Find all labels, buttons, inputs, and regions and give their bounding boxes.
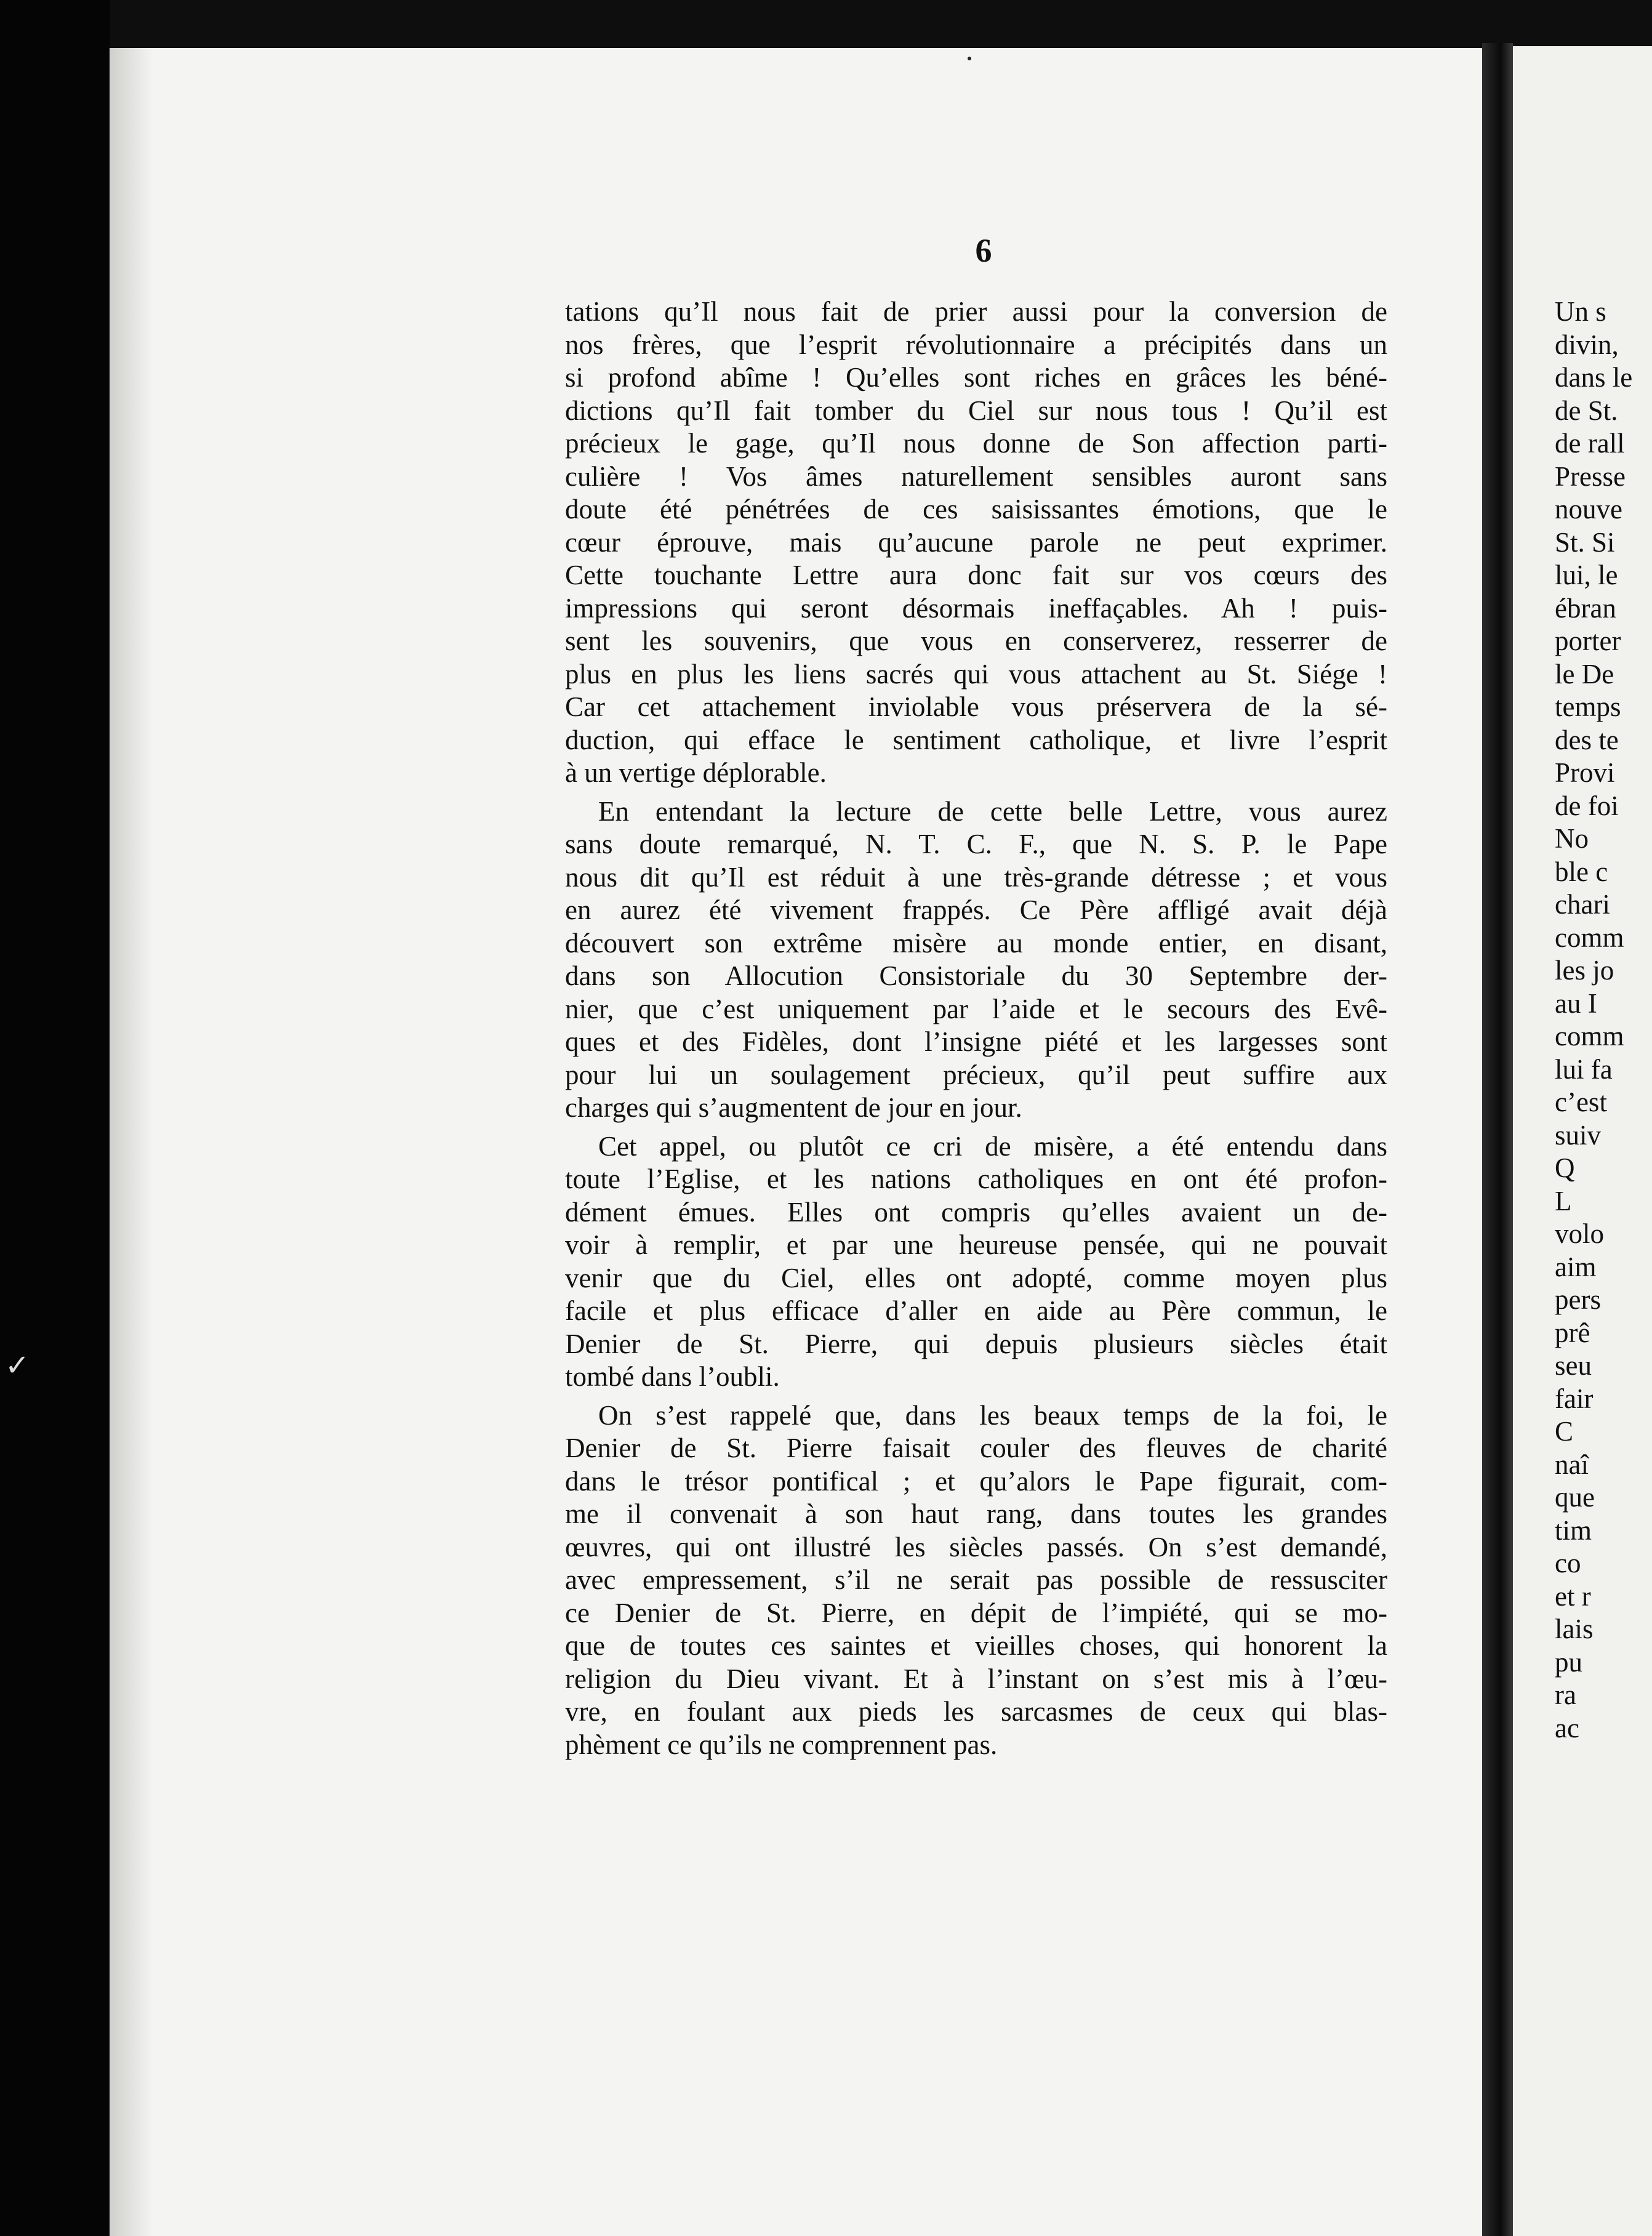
text-line: phèment ce qu’ils ne comprennent pas. <box>565 1729 998 1760</box>
text-line: ce Denier de St. Pierre, en dépit de l’impiété, qui se mo- <box>565 1597 1387 1628</box>
text-line: On s’est rappelé que, dans les beaux temps de la foi, le <box>598 1399 1387 1431</box>
right-page-line: St. Si <box>1555 526 1615 558</box>
right-page-line: Presse <box>1555 460 1626 492</box>
text-line: nos frères, que l’esprit révolutionnaire a précipités dans un <box>565 329 1387 360</box>
right-page-line: Un s <box>1555 296 1606 327</box>
text-line: facile et plus efficace d’aller en aide au Père commun, le <box>565 1295 1387 1326</box>
right-page-line: Provi <box>1555 757 1615 788</box>
right-page-line: naî <box>1555 1449 1589 1480</box>
text-line: dans le trésor pontifical ; et qu’alors le Pape figurait, com- <box>565 1465 1387 1497</box>
right-page-line: lui fa <box>1555 1053 1613 1085</box>
scan-frame-left <box>0 0 110 2236</box>
text-line: venir que du Ciel, elles ont adopté, comme moyen plus <box>565 1262 1387 1293</box>
right-page-line: c’est <box>1555 1087 1607 1117</box>
right-page-line: chari <box>1555 889 1610 920</box>
right-page-line: que <box>1555 1482 1595 1513</box>
text-line: cœur éprouve, mais qu’aucune parole ne peut exprimer. <box>565 526 1387 558</box>
right-page-line: le De <box>1555 658 1614 690</box>
text-line: plus en plus les liens sacrés qui vous attachent au St. Siége ! <box>565 658 1387 690</box>
text-line: toute l’Eglise, et les nations catholiques en ont été profon- <box>565 1164 1387 1194</box>
text-line: dément émues. Elles ont compris qu’elles avaient un de- <box>565 1196 1387 1228</box>
text-line: découvert son extrême misère au monde entier, en disant, <box>565 927 1387 959</box>
right-page-line: fair <box>1555 1383 1594 1414</box>
right-page-line: au I <box>1555 987 1597 1019</box>
text-line: à un vertige déplorable. <box>565 757 827 788</box>
text-line: nous dit qu’Il est réduit à une très-grande détresse ; et vous <box>565 861 1387 893</box>
right-page-line: et r <box>1555 1580 1591 1612</box>
right-page-line: comm <box>1555 922 1624 953</box>
text-line: que de toutes ces saintes et vieilles choses, qui honorent la <box>565 1630 1387 1661</box>
right-page-text-fragments <box>1555 296 1652 1745</box>
text-line: avec empressement, s’il ne serait pas possible de ressusciter <box>565 1564 1387 1595</box>
margin-check-mark: ✓ <box>5 1348 30 1383</box>
text-line: œuvres, qui ont illustré les siècles passés. On s’est demandé, <box>565 1531 1387 1562</box>
right-page-line: ble c <box>1555 856 1608 887</box>
right-page-line: pers <box>1555 1284 1601 1315</box>
right-page-line: Q <box>1555 1152 1575 1183</box>
text-line: nier, que c’est uniquement par l’aide et le secours des Evê- <box>565 993 1387 1024</box>
right-page-line: les jo <box>1555 955 1614 986</box>
text-line: pour lui un soulagement précieux, qu’il peut suffire aux <box>565 1059 1387 1090</box>
right-page-line: de St. <box>1555 395 1618 426</box>
text-line: sent les souvenirs, que vous en conserverez, resserrer de <box>565 625 1387 656</box>
text-line: duction, qui efface le sentiment catholique, et livre l’esprit <box>565 724 1387 755</box>
text-line: impressions qui seront désormais ineffaçables. Ah ! puis- <box>565 592 1387 624</box>
right-page-line: ac <box>1555 1712 1579 1743</box>
book-gutter <box>1482 43 1513 2236</box>
right-page-line: C <box>1555 1416 1574 1447</box>
right-page-line: comm <box>1555 1021 1624 1052</box>
text-line: tombé dans l’oubli. <box>565 1361 780 1392</box>
text-line: sans doute remarqué, N. T. C. F., que N. S. P. le Pape <box>565 829 1387 859</box>
text-line: si profond abîme ! Qu’elles sont riches en grâces les béné- <box>565 362 1387 393</box>
text-line: Car cet attachement inviolable vous préservera de la sé- <box>565 691 1387 722</box>
right-page-line: volo <box>1555 1218 1605 1249</box>
right-page-line: de foi <box>1555 790 1619 821</box>
text-line: culière ! Vos âmes naturellement sensibles auront sans <box>565 460 1387 492</box>
text-line: Denier de St. Pierre faisait couler des fleuves de charité <box>565 1433 1387 1463</box>
right-page-line: divin, <box>1555 329 1619 360</box>
text-line: ques et des Fidèles, dont l’insigne piété et les largesses sont <box>565 1026 1387 1057</box>
right-page-line: temps <box>1555 691 1621 722</box>
right-page-line: ra <box>1555 1679 1576 1710</box>
right-page-line: lais <box>1555 1614 1594 1644</box>
paragraph <box>565 1130 1387 1394</box>
right-page-line: co <box>1555 1548 1581 1578</box>
text-line: En entendant la lecture de cette belle Lettre, vous aurez <box>598 795 1387 827</box>
right-page-line: tim <box>1555 1514 1592 1546</box>
right-page-line: de rall <box>1555 428 1625 459</box>
right-page-line: porter <box>1555 625 1621 656</box>
paragraph <box>565 1399 1387 1762</box>
right-page-line: pu <box>1555 1646 1582 1678</box>
right-page-line: ébran <box>1555 592 1616 624</box>
page-number: 6 <box>975 232 992 269</box>
text-line: doute été pénétrées de ces saisissantes émotions, que le <box>565 494 1387 525</box>
right-page-line: aim <box>1555 1251 1597 1282</box>
text-line: me il convenait à son haut rang, dans toutes les grandes <box>565 1498 1387 1529</box>
text-line: précieux le gage, qu’Il nous donne de Son affection parti- <box>565 428 1387 459</box>
right-page-line: seu <box>1555 1350 1592 1381</box>
right-page-line: des te <box>1555 724 1619 755</box>
text-line: tations qu’Il nous fait de prier aussi pour la conversion de <box>565 296 1387 327</box>
page-fold-shadow <box>110 48 153 2236</box>
body-text <box>565 296 1387 1767</box>
text-line: Denier de St. Pierre, qui depuis plusieurs siècles était <box>565 1328 1387 1359</box>
text-line: Cet appel, ou plutôt ce cri de misère, a été entendu dans <box>598 1130 1387 1162</box>
paragraph <box>565 296 1387 790</box>
right-page-line: dans le <box>1555 362 1633 393</box>
paragraph <box>565 795 1387 1125</box>
text-line: Cette touchante Lettre aura donc fait sur vos cœurs des <box>565 560 1387 590</box>
ink-speck <box>968 57 971 60</box>
text-line: en aurez été vivement frappés. Ce Père affligé avait déjà <box>565 895 1387 925</box>
text-line: charges qui s’augmentent de jour en jour. <box>565 1092 1022 1123</box>
right-page-line: prê <box>1555 1317 1590 1348</box>
text-line: dans son Allocution Consistoriale du 30 Septembre der- <box>565 960 1387 991</box>
right-page-line: lui, le <box>1555 560 1618 590</box>
right-page-line: nouve <box>1555 494 1622 525</box>
text-line: voir à remplir, et par une heureuse pensée, qui ne pouvait <box>565 1229 1387 1260</box>
right-page-line: suiv <box>1555 1119 1602 1151</box>
right-page-line: L <box>1555 1185 1572 1217</box>
right-page-line: No <box>1555 823 1589 854</box>
text-line: vre, en foulant aux pieds les sarcasmes de ceux qui blas- <box>565 1696 1387 1727</box>
text-line: religion du Dieu vivant. Et à l’instant on s’est mis à l’œu- <box>565 1663 1387 1694</box>
text-line: dictions qu’Il fait tomber du Ciel sur nous tous ! Qu’il est <box>565 395 1387 426</box>
